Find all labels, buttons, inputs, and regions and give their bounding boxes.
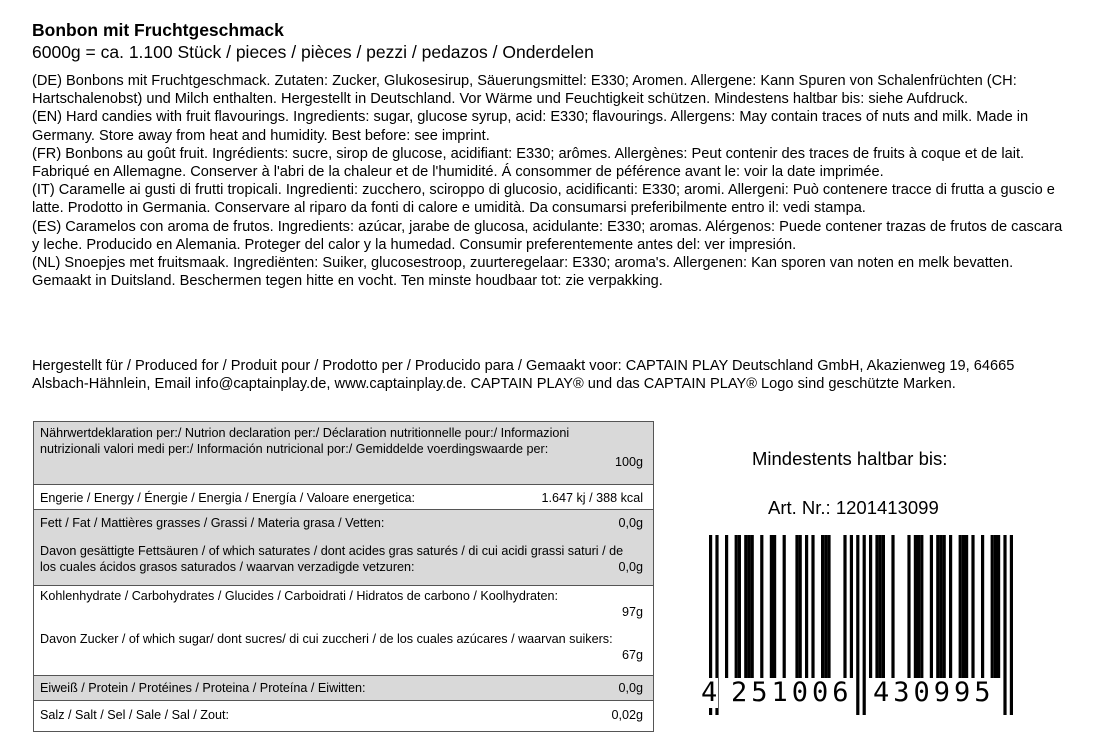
barcode-guard-bar — [856, 535, 859, 715]
barcode-right-digits: 430995 — [873, 677, 995, 708]
salt-value: 0,02g — [611, 708, 643, 722]
energy-label: Engerie / Energy / Énergie / Energia / Energía / Valoare energetica: — [40, 491, 416, 505]
barcode-bar — [891, 535, 894, 678]
barcode-bar — [738, 535, 741, 678]
barcode-bar — [875, 535, 878, 678]
nutrition-header-label: Nährwertdeklaration per:/ Nutrion declaration per:/ Déclaration nutritionnelle pour:/ Informazioni nutrizionali valori medi per:/ Información nutricional por:/ Gemiddelde voerdingswaarde per: — [40, 426, 570, 456]
barcode-bar — [879, 535, 882, 678]
barcode-bar — [843, 535, 846, 678]
description-es: (ES) Caramelos con aroma de frutos. Ingredients: azúcar, jarabe de glucosa, acidulante: E330; aromas. Alérgenos: Puede contener trazas de frutos de cascara y leche. Producido en Alemania. Proteger del calor y la humedad. Consumir preferentemente antes del: ver impresión. — [32, 218, 1063, 253]
barcode-bar — [783, 535, 786, 678]
nutrition-energy-row — [34, 484, 653, 509]
producer-info: Hergestellt für / Produced for / Produit pour / Prodotto per / Producido para / Gemaakt voor: CAPTAIN PLAY Deutschland GmbH, Akazienweg 19, 64665 Alsbach-Hähnlein, Email info@captainplay.de, www.captainplay.de. CAPTAIN PLAY® und das CAPTAIN PLAY® Logo sind geschützte Marken. — [32, 358, 1015, 393]
sugars-value: 67g — [621, 648, 643, 662]
nutrition-carbs-row — [34, 585, 653, 675]
barcode-bar — [827, 535, 830, 678]
fat-label: Fett / Fat / Mattières grasses / Grassi / Materia grasa / Vetten: — [40, 516, 385, 530]
product-descriptions — [32, 72, 1072, 290]
description-fr: (FR) Bonbons au goût fruit. Ingrédients: sucre, sirop de glucose, acidifiant: E330; arômes. Allergènes: Peut contenir des traces de fruits à coque et de lait. Fabriqué en Allemagne. Conserver à l'abri de la chaleur et de l'humidité. Á consommer de péférence avant le: voir la date imprimée. — [32, 145, 1025, 181]
description-de: (DE) Bonbons mit Fruchtgeschmack. Zutaten: Zucker, Glukosesirup, Säuerungsmittel: E330; Aromen. Allergene: Kann Spuren von Schalenfrüchten (CH: Hartschalenobst) und Milch enthalten. Hergestellt in Deutschland. Vor Wärme und Feuchtigkeit schützen. Mindestens haltbar bis: siehe Aufdruck. — [32, 73, 1017, 108]
protein-value: 0,0g — [618, 681, 643, 695]
barcode-bar — [981, 535, 984, 678]
barcode-bar — [965, 535, 968, 678]
description-it: (IT) Caramelle ai gusti di frutti tropicali. Ingredienti: zucchero, sciroppo di glucosio, acidificanti: E330; aromi. Allergeni: Può contenere tracce di frutta a guscio e latte. Prodotto in Germania. Conservare al riparo da fonti di calore e umidità. Da consumarsi preferibilmente entro il: vedi stampa. — [32, 182, 1055, 217]
protein-label: Eiweiß / Protein / Protéines / Proteina / Proteína / Eiwitten: — [40, 681, 366, 695]
article-number: Art. Nr.: 1201413099 — [768, 497, 939, 518]
product-quantity: 6000g = ca. 1.100 Stück / pieces / pièces / pezzi / pedazos / Onderdelen — [32, 42, 594, 62]
barcode-bar — [997, 535, 1000, 678]
description-en: (EN) Hard candies with fruit flavourings. Ingredients: sugar, glucose syrup, acid: E330; flavourings. Allergens: May contain traces of nuts and milk. Made in Germany. Store away from heat and humidity. Best before: see imprint. — [32, 109, 1029, 144]
barcode-bar — [949, 535, 952, 678]
barcode-bar — [882, 535, 885, 678]
product-title: Bonbon mit Fruchtgeschmack — [32, 20, 284, 40]
barcode-bar — [930, 535, 933, 678]
barcode-bar — [773, 535, 776, 678]
energy-value: 1.647 kj / 388 kcal — [541, 491, 643, 505]
nutrition-table — [33, 421, 654, 732]
barcode-bar — [850, 535, 853, 678]
barcode-bar — [805, 535, 808, 678]
barcode-bar — [907, 535, 910, 678]
barcode-bar — [939, 535, 942, 678]
barcode-bar — [811, 535, 814, 678]
barcode-bar — [869, 535, 872, 678]
nutrition-fat-row — [34, 509, 653, 585]
barcode-guard-bar — [1010, 535, 1013, 715]
barcode-first-digit: 4 — [701, 677, 718, 708]
barcode-bar — [747, 535, 750, 678]
barcode-bar — [744, 535, 747, 678]
barcode-bar — [770, 535, 773, 678]
barcode-guard-bar — [863, 535, 866, 715]
barcode-left-digits: 251006 — [731, 677, 853, 708]
description-nl: (NL) Snoepjes met fruitsmaak. Ingrediënten: Suiker, glucosestroop, zuurteregelaar: E330; aroma's. Allergenen: Kan sporen van noten en melk bevatten. Gemaakt in Duitsland. Beschermen tegen hitte en vocht. Ten minste houdbaar tot: zie verpakking. — [32, 255, 1014, 290]
salt-label: Salz / Salt / Sel / Sale / Sal / Zout: — [40, 708, 229, 722]
barcode-bar — [821, 535, 824, 678]
barcode-bar — [799, 535, 802, 678]
nutrition-salt-row — [34, 700, 653, 731]
fat-value: 0,0g — [618, 516, 643, 530]
barcode-bar — [917, 535, 920, 678]
nutrition-header-row — [34, 422, 653, 484]
barcode-bar — [962, 535, 965, 678]
barcode-bar — [735, 535, 738, 678]
best-before-label: Mindestents haltbar bis: — [752, 448, 948, 469]
sugars-label: Davon Zucker / of which sugar/ dont sucres/ di cui zuccheri / de los cuales azúcares / waarvan suikers: — [40, 632, 613, 646]
carbs-label: Kohlenhydrate / Carbohydrates / Glucides / Carboidrati / Hidratos de carbono / Koolhydraten: — [40, 589, 559, 603]
barcode-bar — [971, 535, 974, 678]
barcode-bar — [943, 535, 946, 678]
barcode-bar — [959, 535, 962, 678]
barcode-bar — [725, 535, 728, 678]
barcode-bar — [824, 535, 827, 678]
barcode-bar — [920, 535, 923, 678]
barcode-bar — [991, 535, 994, 678]
saturates-value: 0,0g — [618, 560, 643, 574]
barcode-bar — [936, 535, 939, 678]
barcode-bar — [760, 535, 763, 678]
saturates-label: Davon gesättigte Fettsäuren / of which saturates / dont acides gras saturés / di cui acidi grassi saturi / de los cuales ácidos grasos saturados / waarvan verzadigde vetzuren: — [40, 544, 624, 574]
barcode-bar — [994, 535, 997, 678]
barcode-bar — [795, 535, 798, 678]
carbs-value: 97g — [621, 605, 643, 619]
barcode-bar — [914, 535, 917, 678]
barcode-bar — [751, 535, 754, 678]
nutrition-header-value: 100g — [614, 455, 643, 469]
barcode-guard-bar — [1003, 535, 1006, 715]
nutrition-protein-row — [34, 675, 653, 700]
